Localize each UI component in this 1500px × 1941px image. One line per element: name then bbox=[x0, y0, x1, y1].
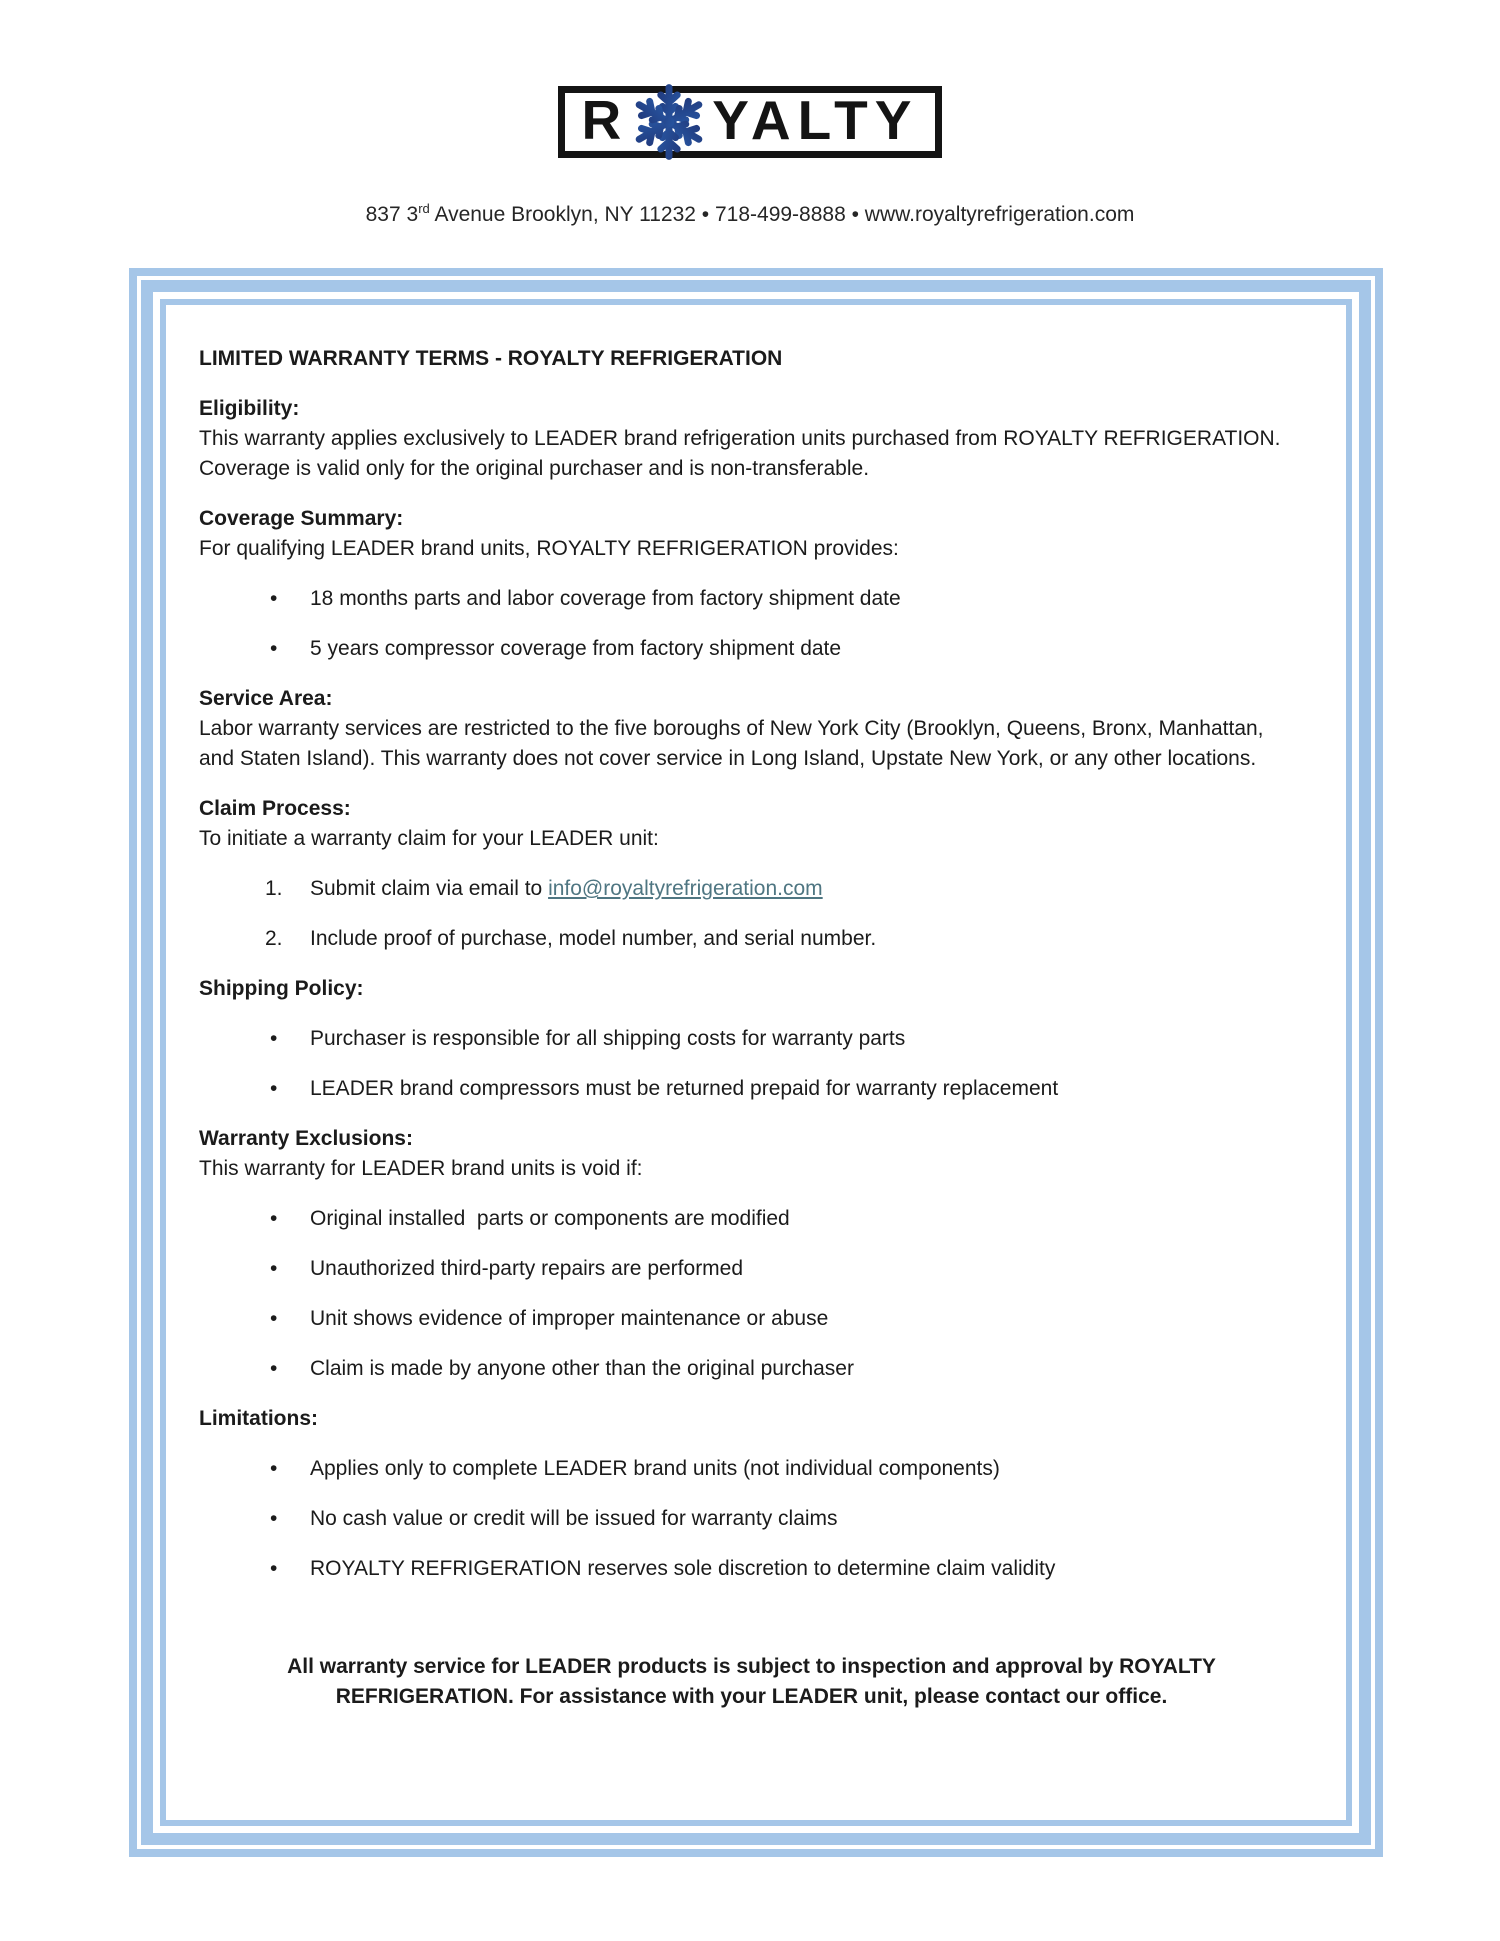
list-item bbox=[199, 1454, 1304, 1484]
bullet-icon: • bbox=[270, 1557, 278, 1580]
list-item-text: Applies only to complete LEADER brand units (not individual components) bbox=[310, 1457, 1000, 1480]
section-heading: Limitations: bbox=[199, 1407, 318, 1430]
list-item-text: Original installed parts or components are modified bbox=[310, 1207, 790, 1230]
list-item bbox=[199, 1254, 1304, 1284]
logo-letter-r: R bbox=[581, 88, 629, 151]
section-heading: Shipping Policy: bbox=[199, 977, 364, 1000]
section-heading: Service Area: bbox=[199, 687, 333, 710]
list-number: 2. bbox=[265, 927, 283, 950]
email-link[interactable]: info@royaltyrefrigeration.com bbox=[548, 877, 823, 900]
list-item bbox=[199, 1204, 1304, 1234]
step-text-prefix: Submit claim via email to bbox=[310, 877, 549, 900]
list-item bbox=[199, 1354, 1304, 1384]
bullet-icon: • bbox=[270, 1307, 278, 1330]
list-item-text: ROYALTY REFRIGERATION reserves sole discretion to determine claim validity bbox=[310, 1557, 1056, 1580]
footer-note: All warranty service for LEADER products is subject to inspection and approval by ROYALTY REFRIGERATION. For assistance with your LEADER unit, please contact our office. bbox=[287, 1655, 1216, 1708]
section-limitations bbox=[199, 1404, 1304, 1584]
list-item-text: LEADER brand compressors must be returned prepaid for warranty replacement bbox=[310, 1077, 1059, 1100]
logo-letters-yalty: YALTY bbox=[712, 88, 919, 151]
section-heading: Eligibility: bbox=[199, 397, 300, 420]
list-item bbox=[199, 584, 1304, 614]
list-item bbox=[199, 1024, 1304, 1054]
list-item-text: Claim is made by anyone other than the original purchaser bbox=[310, 1357, 854, 1380]
list-item bbox=[199, 1504, 1304, 1534]
bullet-icon: • bbox=[270, 1257, 278, 1280]
list-item-text: Unauthorized third-party repairs are performed bbox=[310, 1257, 744, 1280]
bullet-icon: • bbox=[270, 1077, 278, 1100]
warranty-frame-middle bbox=[141, 280, 1371, 1845]
company-address bbox=[0, 197, 1500, 227]
address-prefix: 837 3 bbox=[365, 203, 419, 226]
numbered-list-item bbox=[199, 874, 1304, 904]
bullet-icon: • bbox=[270, 1357, 278, 1380]
list-item-text bbox=[310, 877, 823, 900]
bullet-icon: • bbox=[270, 1207, 278, 1230]
list-item-text: No cash value or credit will be issued for warranty claims bbox=[310, 1507, 838, 1530]
bullet-icon: • bbox=[270, 1027, 278, 1050]
snowflake-icon bbox=[628, 81, 710, 163]
numbered-list-item bbox=[199, 924, 1304, 954]
section-paragraph: To initiate a warranty claim for your LEADER unit: bbox=[199, 827, 659, 850]
section-paragraph: Labor warranty services are restricted to the five boroughs of New York City (Brooklyn, Queens, Bronx, Manhattan, and Staten Island). This warranty does not cover service in Long Island, Upstate New York, or any other locations. bbox=[199, 717, 1264, 770]
section-heading: Warranty Exclusions: bbox=[199, 1127, 413, 1150]
document-title: LIMITED WARRANTY TERMS - ROYALTY REFRIGERATION bbox=[199, 347, 783, 370]
section-eligibility bbox=[199, 394, 1304, 484]
list-item-text: Unit shows evidence of improper maintenance or abuse bbox=[310, 1307, 829, 1330]
list-item bbox=[199, 634, 1304, 664]
bullet-icon: • bbox=[270, 587, 278, 610]
warranty-frame-outer bbox=[129, 268, 1383, 1857]
bullet-icon: • bbox=[270, 637, 278, 660]
list-item-text: Purchaser is responsible for all shipping costs for warranty parts bbox=[310, 1027, 906, 1050]
list-item bbox=[199, 1074, 1304, 1104]
section-paragraph: This warranty for LEADER brand units is void if: bbox=[199, 1157, 643, 1180]
list-item-text: Include proof of purchase, model number, and serial number. bbox=[310, 927, 877, 950]
page-header bbox=[0, 0, 1500, 227]
list-item-text: 5 years compressor coverage from factory shipment date bbox=[310, 637, 842, 660]
section-paragraph: For qualifying LEADER brand units, ROYALTY REFRIGERATION provides: bbox=[199, 537, 899, 560]
section-coverage-summary bbox=[199, 504, 1304, 664]
list-item-text: 18 months parts and labor coverage from factory shipment date bbox=[310, 587, 901, 610]
warranty-frame-inner bbox=[160, 299, 1352, 1826]
section-service-area bbox=[199, 684, 1304, 774]
bullet-icon: • bbox=[270, 1457, 278, 1480]
address-suffix: Avenue Brooklyn, NY 11232 • 718-499-8888 • www.royaltyrefrigeration.com bbox=[429, 203, 1135, 226]
section-heading: Claim Process: bbox=[199, 797, 351, 820]
warranty-document bbox=[199, 344, 1304, 1712]
section-claim-process bbox=[199, 794, 1304, 954]
list-item bbox=[199, 1304, 1304, 1334]
bullet-icon: • bbox=[270, 1507, 278, 1530]
list-item bbox=[199, 1554, 1304, 1584]
address-ordinal: rd bbox=[418, 201, 430, 216]
section-heading: Coverage Summary: bbox=[199, 507, 404, 530]
list-number: 1. bbox=[265, 877, 283, 900]
brand-logo bbox=[558, 86, 943, 158]
section-warranty-exclusions bbox=[199, 1124, 1304, 1384]
section-shipping-policy bbox=[199, 974, 1304, 1104]
section-paragraph: This warranty applies exclusively to LEADER brand refrigeration units purchased from ROYALTY REFRIGERATION. Coverage is valid only for the original purchaser and is non-transferable. bbox=[199, 427, 1281, 480]
